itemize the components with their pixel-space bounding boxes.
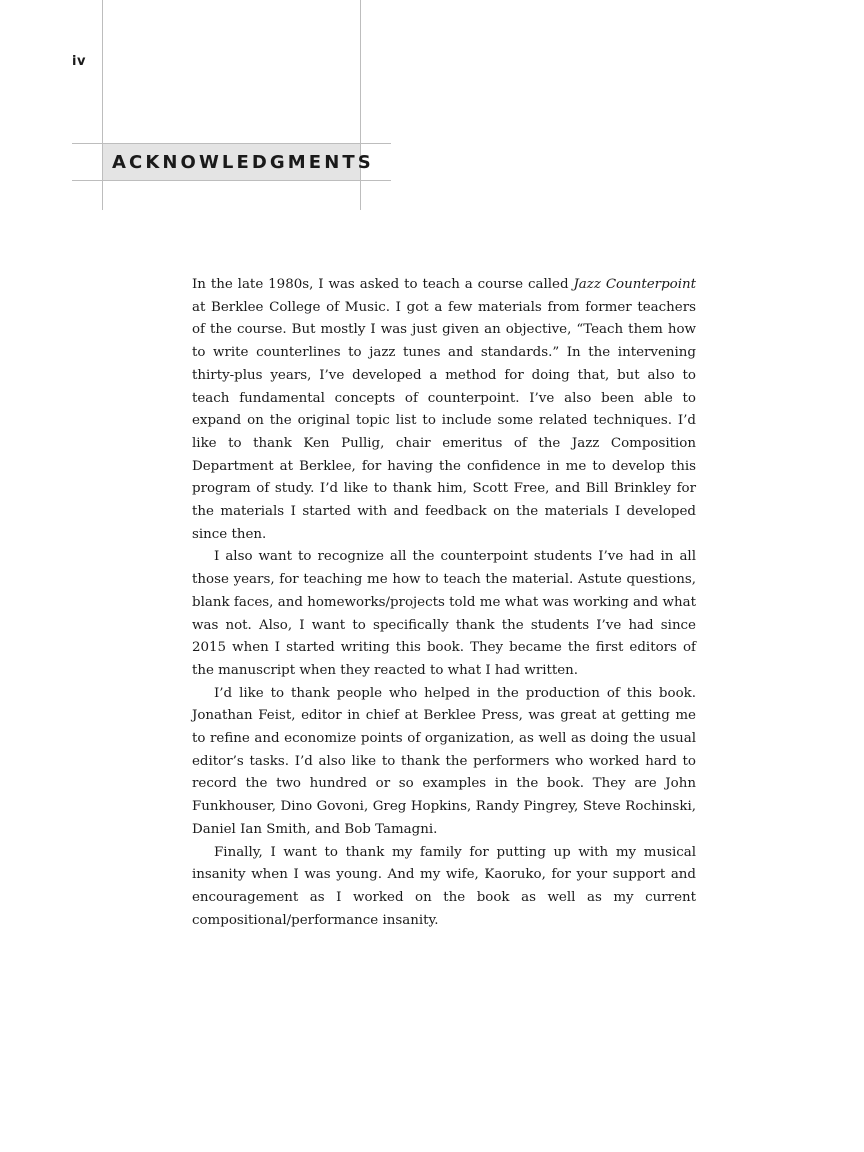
body-text <box>192 274 696 932</box>
course-title: Jazz Counterpoint <box>573 277 696 292</box>
grid-rule-bottom <box>72 180 391 181</box>
page-number: iv <box>72 54 86 69</box>
paragraph-1-before: In the late 1980s, I was asked to teach a course called <box>192 277 574 292</box>
chapter-title: ACKNOWLEDGMENTS <box>112 152 374 173</box>
grid-rule-right <box>360 0 361 210</box>
paragraph-2: I also want to recognize all the counterpoint students I’ve had in all those years, for teaching me how to teach the material. Astute questions, blank faces, and homeworks/projects told me what was working and what was not. Also, I want to specifically thank the students I’ve had since 2015 when I started writing this book. They became the first editors of the manuscript when they reacted to what I had written. <box>192 549 696 678</box>
paragraph-3: I’d like to thank people who helped in the production of this book. Jonathan Feist, editor in chief at Berklee Press, was great at getting me to refine and economize points of organization, as well as doing the usual editor’s tasks. I’d also like to thank the performers who worked hard to record the two hundred or so examples in the book. They are John Funkhouser, Dino Govoni, Greg Hopkins, Randy Pingrey, Steve Rochinski, Daniel Ian Smith, and Bob Tamagni. <box>192 685 696 837</box>
paragraph-1-after: at Berklee College of Music. I got a few materials from former teachers of the course. But mostly I was just given an objective, “Teach them how to write counterlines to jazz tunes and standards.” In the intervening thirty-plus years, I’ve developed a method for doing that, but also to teach fundamental concepts of counterpoint. I’ve also been able to expand on the original topic list to include some related techniques. I’d like to thank Ken Pullig, chair emeritus of the Jazz Composition Department at Berklee, for having the confidence in me to develop this program of study. I’d like to thank him, Scott Free, and Bill Brinkley for the materials I started with and feedback on the materials I developed since then. <box>192 299 696 542</box>
paragraph-1 <box>192 274 696 546</box>
paragraph-4: Finally, I want to thank my family for putting up with my musical insanity when I was young. And my wife, Kaoruko, for your support and encouragement as I worked on the book as well as my current compositional/performance insanity. <box>192 844 696 928</box>
